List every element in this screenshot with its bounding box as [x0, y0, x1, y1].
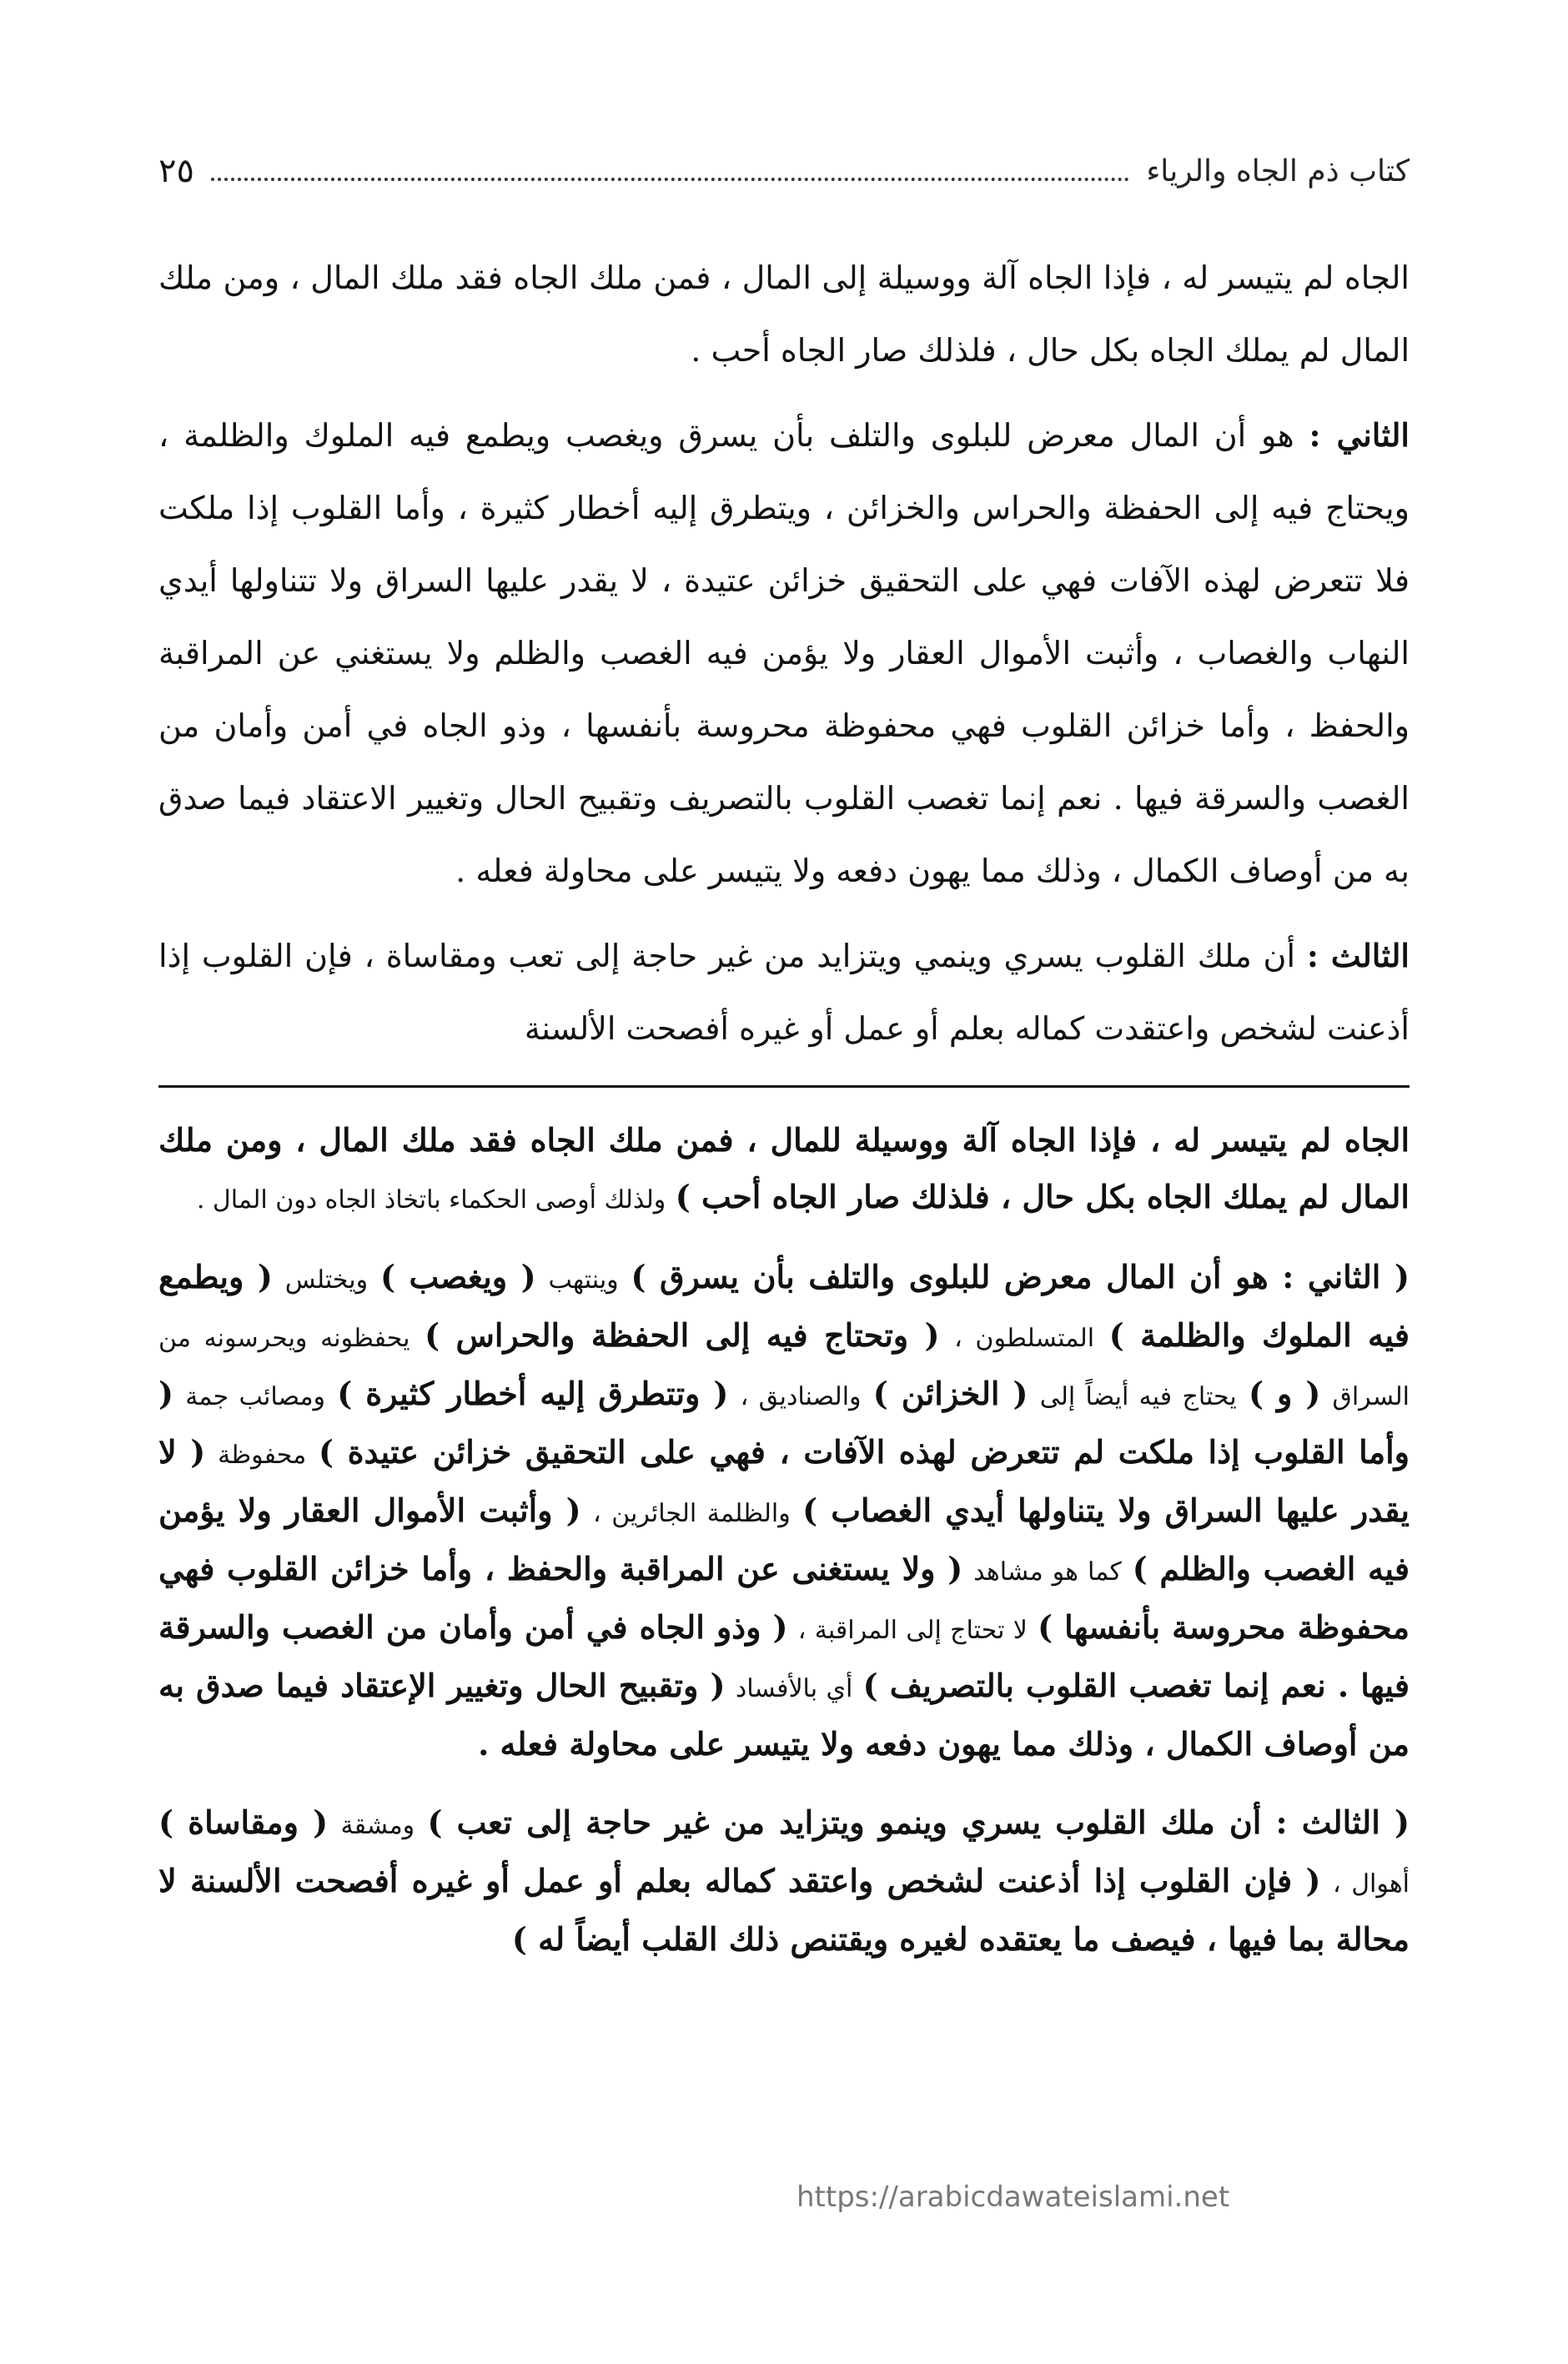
main-text [158, 242, 1410, 1065]
watermark-url: https://arabicdawateislami.net [797, 2180, 1230, 2214]
main-paragraph-3: الثالث : أن ملك القلوب يسري وينمي ويتزايد من غير حاجة إلى تعب ومقاساة ، فإن القلوب إذا أذعنت لشخص واعتقدت كماله بعلم أو عمل أو غيره أفصحت الألسنة [158, 937, 1410, 1047]
main-paragraph-2: الثاني : هو أن المال معرض للبلوى والتلف بأن يسرق ويغصب ويطمع فيه الملوك والظلمة ، ويحتاج فيه إلى الحفظة والحراس والخزائن ، ويتطرق إليه أخطار كثيرة ، وأما القلوب إذا ملكت فلا تتعرض لهذه الآفات فهي على التحقيق خزائن عتيدة ، لا يقدر عليها السراق ولا تتناولها أيدي النهاب والغصاب ، وأثبت الأموال العقار ولا يؤمن فيه الغصب والظلم ولا يستغني عن المراقبة والحفظ ، وأما خزائن القلوب فهي محفوظة محروسة بأنفسها ، وذو الجاه في أمن وأمان من الغصب والسرقة فيها . نعم إنما تغصب القلوب بالتصريف وتقبيح الحال وتغيير الاعتقاد فيما صدق به من أوصاف الكمال ، وذلك مما يهون دفعه ولا يتيسر على محاولة فعله . [158, 416, 1410, 889]
running-header [158, 142, 1410, 200]
header-dot-leader [211, 178, 1129, 181]
commentary-paragraph-3: ( الثالث : أن ملك القلوب يسري وينمو ويتزايد من غير حاجة إلى تعب ) ومشقة ( ومقاساة ) أهوال ، ( فإن القلوب إذا أذعنت لشخص واعتقد كماله بعلم أو عمل أو غيره أفصحت الألسنة لا محالة بما فيها ، فيصف ما يعتقده لغيره ويقتنص ذلك القلب أيضاً له ) [158, 1803, 1410, 1958]
book-title: كتاب ذم الجاه والرياء [1146, 153, 1410, 189]
commentary-text [158, 1113, 1410, 1969]
section-divider [158, 1085, 1410, 1088]
point-label-third: الثالث : [1306, 937, 1410, 974]
book-page [158, 142, 1410, 2311]
point-label-second: الثاني : [1309, 416, 1410, 454]
page-number: ٢٥ [158, 152, 194, 190]
commentary-paragraph-2: ( الثاني : هو أن المال معرض للبلوى والتلف بأن يسرق ) وينتهب ( ويغصب ) ويختلس ( ويطمع فيه الملوك والظلمة ) المتسلطون ، ( وتحتاج فيه إلى الحفظة والحراس ) يحفظونه ويحرسونه من السراق ( و ) يحتاج فيه أيضاً إلى ( الخزائن ) والصناديق ، ( وتتطرق إليه أخطار كثيرة ) ومصائب جمة ( وأما القلوب إذا ملكت لم تتعرض لهذه الآفات ، فهي على التحقيق خزائن عتيدة ) محفوظة ( لا يقدر عليها السراق ولا يتناولها أيدي الغصاب ) والظلمة الجائرين ، ( وأثبت الأموال العقار ولا يؤمن فيه الغصب والظلم ) كما هو مشاهد ( ولا يستغنى عن المراقبة والحفظ ، وأما خزائن القلوب فهي محفوظة محروسة بأنفسها ) لا تحتاج إلى المراقبة ، ( وذو الجاه في أمن وأمان من الغصب والسرقة فيها . نعم إنما تغصب القلوب بالتصريف ) أي بالأفساد ( وتقبيح الحال وتغيير الإعتقاد فيما صدق به من أوصاف الكمال ، وذلك مما يهون دفعه ولا يتيسر على محاولة فعله . [158, 1258, 1410, 1763]
commentary-paragraph-1: الجاه لم يتيسر له ، فإذا الجاه آلة ووسيلة للمال ، فمن ملك الجاه فقد ملك المال ، ومن ملك المال لم يملك الجاه بكل حال ، فلذلك صار الجاه أحب ) ولذلك أوصى الحكماء باتخاذ الجاه دون المال . [158, 1121, 1410, 1215]
main-paragraph-1: الجاه لم يتيسر له ، فإذا الجاه آلة ووسيلة إلى المال ، فمن ملك الجاه فقد ملك المال ، ومن ملك المال لم يملك الجاه بكل حال ، فلذلك صار الجاه أحب . [158, 259, 1410, 369]
